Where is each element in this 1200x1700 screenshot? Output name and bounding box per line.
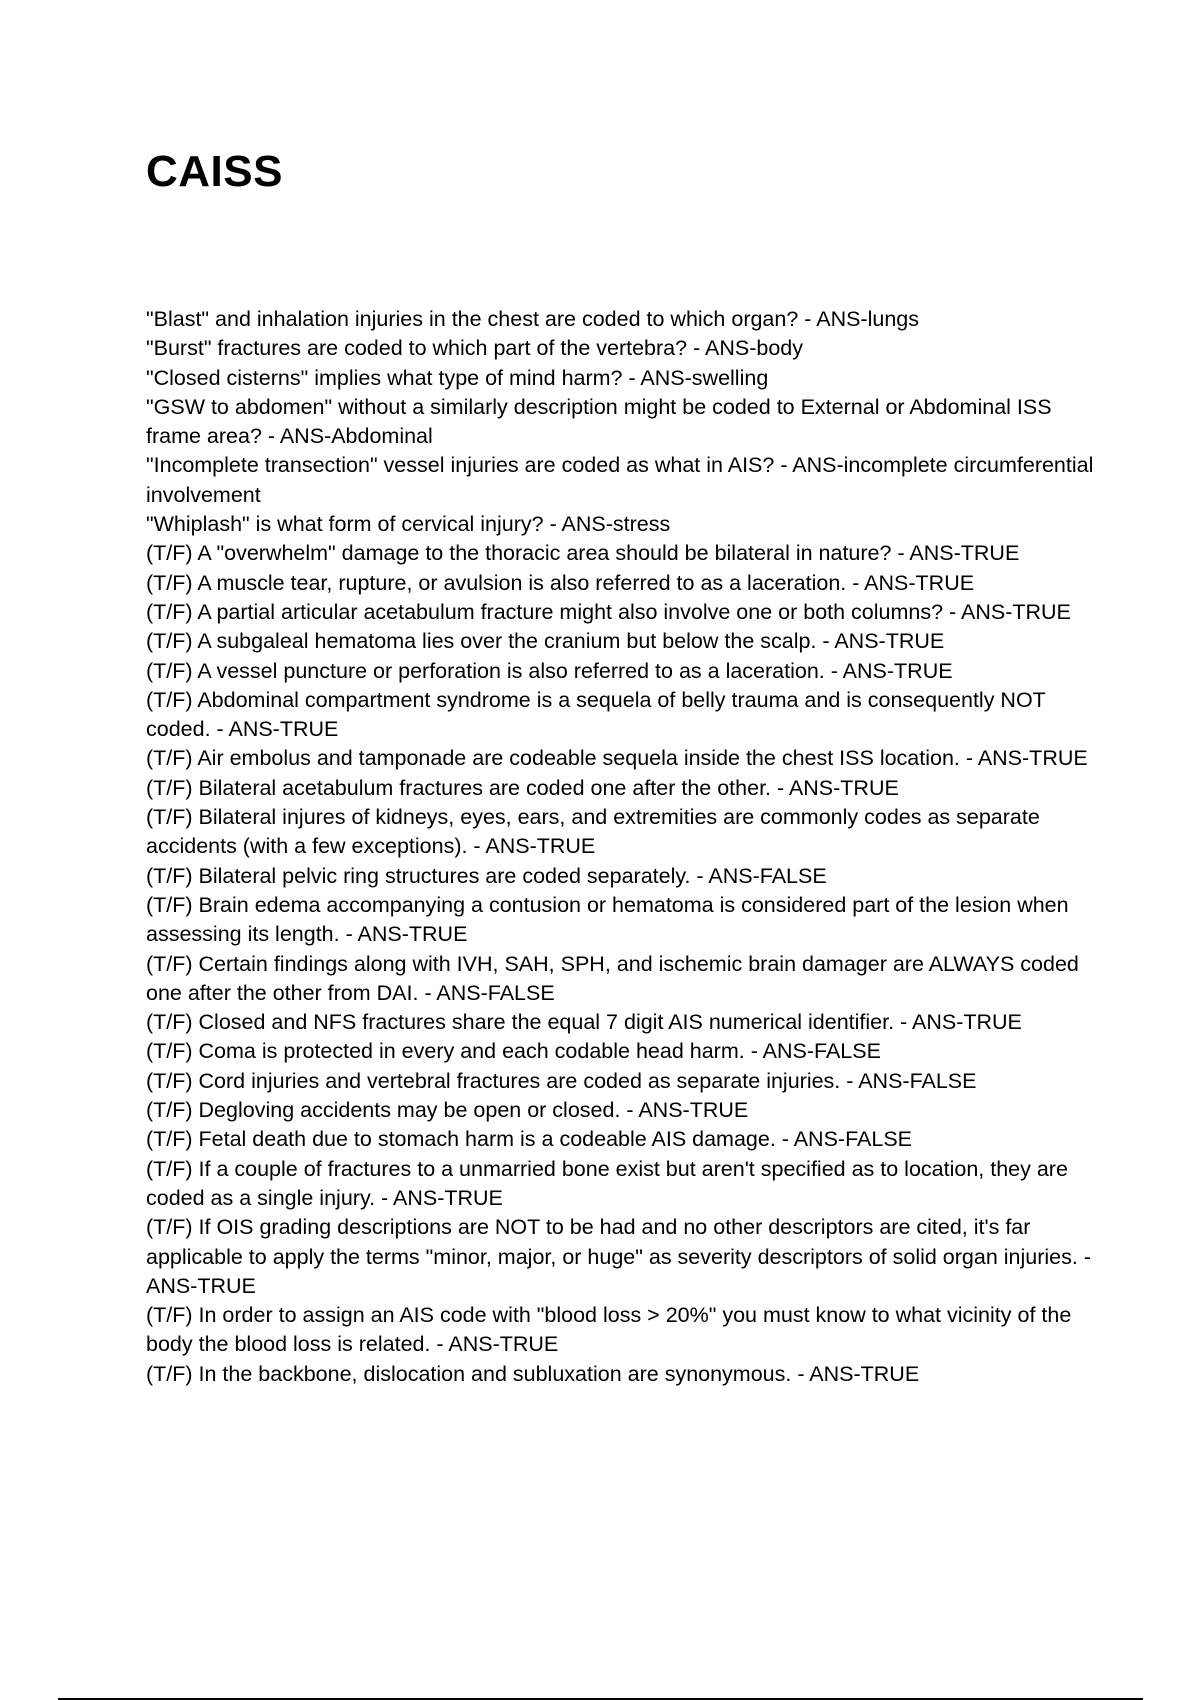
qa-entry: "Burst" fractures are coded to which part of the vertebra? - ANS-body (146, 336, 803, 361)
qa-entry: (T/F) Abdominal compartment syndrome is a sequela of belly trauma and is consequently NOT coded. - ANS-TRUE (146, 687, 1046, 742)
qa-entry: (T/F) If OIS grading descriptions are NOT to be had and no other descriptors are cited, it's far applicable to apply the terms "minor, major, or huge" as severity descriptors of solid organ injuries. - ANS-TRUE (146, 1215, 1091, 1298)
qa-entry: (T/F) Brain edema accompanying a contusion or hematoma is considered part of the lesion when assessing its length. - ANS-TRUE (146, 892, 1069, 947)
qa-entry: (T/F) Closed and NFS fractures share the equal 7 digit AIS numerical identifier. - ANS-TRUE (146, 1010, 1022, 1035)
qa-entry: (T/F) Air embolus and tamponade are codeable sequela inside the chest ISS location. - ANS-TRUE (146, 746, 1088, 771)
qa-entry: "Whiplash" is what form of cervical injury? - ANS-stress (146, 512, 671, 537)
qa-entry: (T/F) A "overwhelm" damage to the thoracic area should be bilateral in nature? - ANS-TRUE (146, 541, 1020, 566)
qa-entry: (T/F) In order to assign an AIS code with "blood loss > 20%" you must know to what vicinity of the body the blood loss is related. - ANS-TRUE (146, 1303, 1072, 1357)
qa-entry: "Closed cisterns" implies what type of mind harm? - ANS-swelling (146, 365, 769, 390)
qa-entry: (T/F) Bilateral injures of kidneys, eyes, ears, and extremities are commonly codes as separate accidents (with a few exceptions). - ANS-TRUE (146, 805, 1040, 859)
qa-entry: (T/F) Degloving accidents may be open or closed. - ANS-TRUE (146, 1098, 749, 1123)
qa-entry: (T/F) Fetal death due to stomach harm is a codeable AIS damage. - ANS-FALSE (146, 1127, 913, 1152)
qa-entry: (T/F) If a couple of fractures to a unmarried bone exist but aren't specified as to location, they are coded as a single injury. - ANS-TRUE (146, 1156, 1068, 1210)
qa-entry: "Blast" and inhalation injuries in the chest are coded to which organ? - ANS-lungs (146, 307, 919, 331)
qa-entry: (T/F) Cord injuries and vertebral fractures are coded as separate injuries. - ANS-FALSE (146, 1068, 977, 1093)
qa-entry: (T/F) Coma is protected in every and each codable head harm. - ANS-FALSE (146, 1039, 881, 1064)
qa-entry: (T/F) A muscle tear, rupture, or avulsion is also referred to as a laceration. - ANS-TRUE (146, 570, 975, 595)
qa-entry: (T/F) A subgaleal hematoma lies over the cranium but below the scalp. - ANS-TRUE (146, 629, 945, 654)
qa-entry: "GSW to abdomen" without a similarly description might be coded to External or Abdominal ISS frame area? - ANS-Abdominal (146, 394, 1052, 449)
qa-entry: (T/F) Bilateral pelvic ring structures are coded separately. - ANS-FALSE (146, 863, 827, 888)
qa-entry: (T/F) In the backbone, dislocation and subluxation are synonymous. - ANS-TRUE (146, 1361, 920, 1386)
qa-entry: (T/F) Bilateral acetabulum fractures are coded one after the other. - ANS-TRUE (146, 775, 899, 800)
qa-entry: (T/F) Certain findings along with IVH, SAH, SPH, and ischemic brain damager are ALWAYS coded one after the other from DAI. - ANS-FALSE (146, 951, 1079, 1005)
qa-entry: (T/F) A vessel puncture or perforation is also referred to as a laceration. - ANS-TRUE (146, 658, 953, 683)
qa-entry: (T/F) A partial articular acetabulum fracture might also involve one or both columns? - ANS-TRUE (146, 599, 1071, 624)
qa-entry: "Incomplete transection" vessel injuries are coded as what in AIS? - ANS-incomplete circumferential involvement (146, 453, 1094, 507)
qa-list (146, 305, 1096, 1389)
page-title: CAISS (146, 147, 283, 196)
